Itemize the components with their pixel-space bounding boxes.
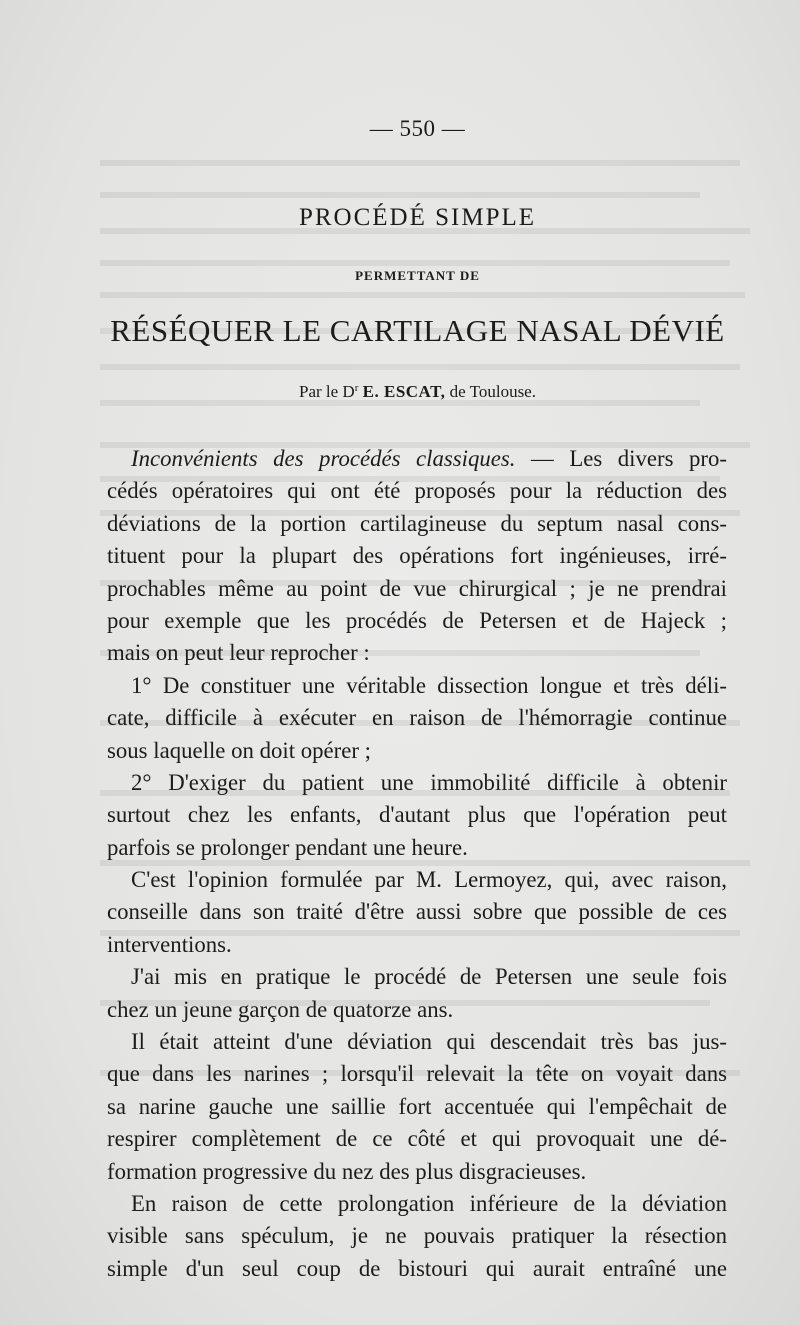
author-byline: [0, 382, 800, 402]
paragraph-5: [107, 961, 727, 1026]
byline-prefix: Par le D: [299, 382, 355, 401]
text-line: déviations de la portion cartilagineuse du septum nasal cons-: [107, 510, 727, 536]
text-line: formation progressive du nez des plus disgracieuses.: [107, 1158, 587, 1184]
paragraph-3: [107, 767, 727, 864]
text-line: Il était atteint d'une déviation qui descendait très bas jus-: [131, 1029, 727, 1055]
byline-suffix: de Toulouse.: [445, 382, 536, 401]
text-line: parfois se prolonger pendant une heure.: [107, 834, 468, 860]
text-line: 1° De constituer une véritable dissection longue et très déli-: [131, 672, 727, 698]
text-line: pour exemple que les procédés de Petersen et de Hajeck ;: [107, 607, 727, 633]
paragraph-6: [107, 1026, 727, 1188]
text-line: tituent pour la plupart des opérations fort ingénieuses, irré-: [107, 543, 727, 569]
page-number: — 550 —: [369, 116, 466, 141]
text-line: simple d'un seul coup de bistouri qui aurait entraîné une: [107, 1255, 727, 1281]
section-heading: Inconvénients des procédés classiques.: [131, 446, 516, 471]
text-line: chez un jeune garçon de quatorze ans.: [107, 996, 454, 1022]
main-title: RÉSÉQUER LE CARTILAGE NASAL DÉVIÉ: [110, 313, 725, 348]
text-line: 2° D'exiger du patient une immobilité difficile à obtenir: [131, 769, 727, 795]
text-line: sous laquelle on doit opérer ;: [107, 737, 372, 763]
text-line: surtout chez les enfants, d'autant plus que l'opération peut: [107, 802, 727, 828]
paragraph-4: [107, 864, 727, 961]
text-line: Inconvénients des procédés classiques. — Les divers pro-: [131, 446, 727, 471]
paragraph-2: [107, 670, 727, 767]
text-line: visible sans spéculum, je ne pouvais pratiquer la résection: [107, 1223, 727, 1249]
text-line: conseille dans son traité d'être aussi sobre que possible de ces: [107, 899, 727, 925]
text-line: respirer complètement de ce côté et qui provoquait une dé-: [107, 1126, 727, 1152]
text-line: J'ai mis en pratique le procédé de Petersen une seule fois: [131, 964, 727, 990]
title-line-1: PROCÉDÉ SIMPLE: [298, 204, 537, 231]
text-line: mais on peut leur reprocher :: [107, 640, 370, 666]
byline-superscript: r: [354, 382, 359, 394]
article-body: [107, 443, 727, 1285]
paragraph-7: [107, 1188, 727, 1285]
text-line: cate, difficile à exécuter en raison de l'hémorragie continue: [107, 705, 727, 731]
text-line: cédés opératoires qui ont été proposés pour la réduction des: [107, 478, 727, 504]
text-line: que dans les narines ; lorsqu'il relevait la tête on voyait dans: [107, 1061, 727, 1087]
text-line: C'est l'opinion formulée par M. Lermoyez, qui, avec raison,: [131, 867, 727, 893]
title-line-2: PERMETTANT DE: [355, 268, 480, 283]
paragraph-1: [107, 443, 727, 670]
author-name: E. ESCAT,: [362, 382, 446, 401]
text-line: En raison de cette prolongation inférieure de la déviation: [131, 1190, 727, 1216]
text-line: interventions.: [107, 931, 232, 957]
text-line: prochables même au point de vue chirurgical ; je ne prendrai: [107, 575, 727, 601]
text-line: sa narine gauche une saillie fort accentuée qui l'empêchait de: [107, 1093, 727, 1119]
